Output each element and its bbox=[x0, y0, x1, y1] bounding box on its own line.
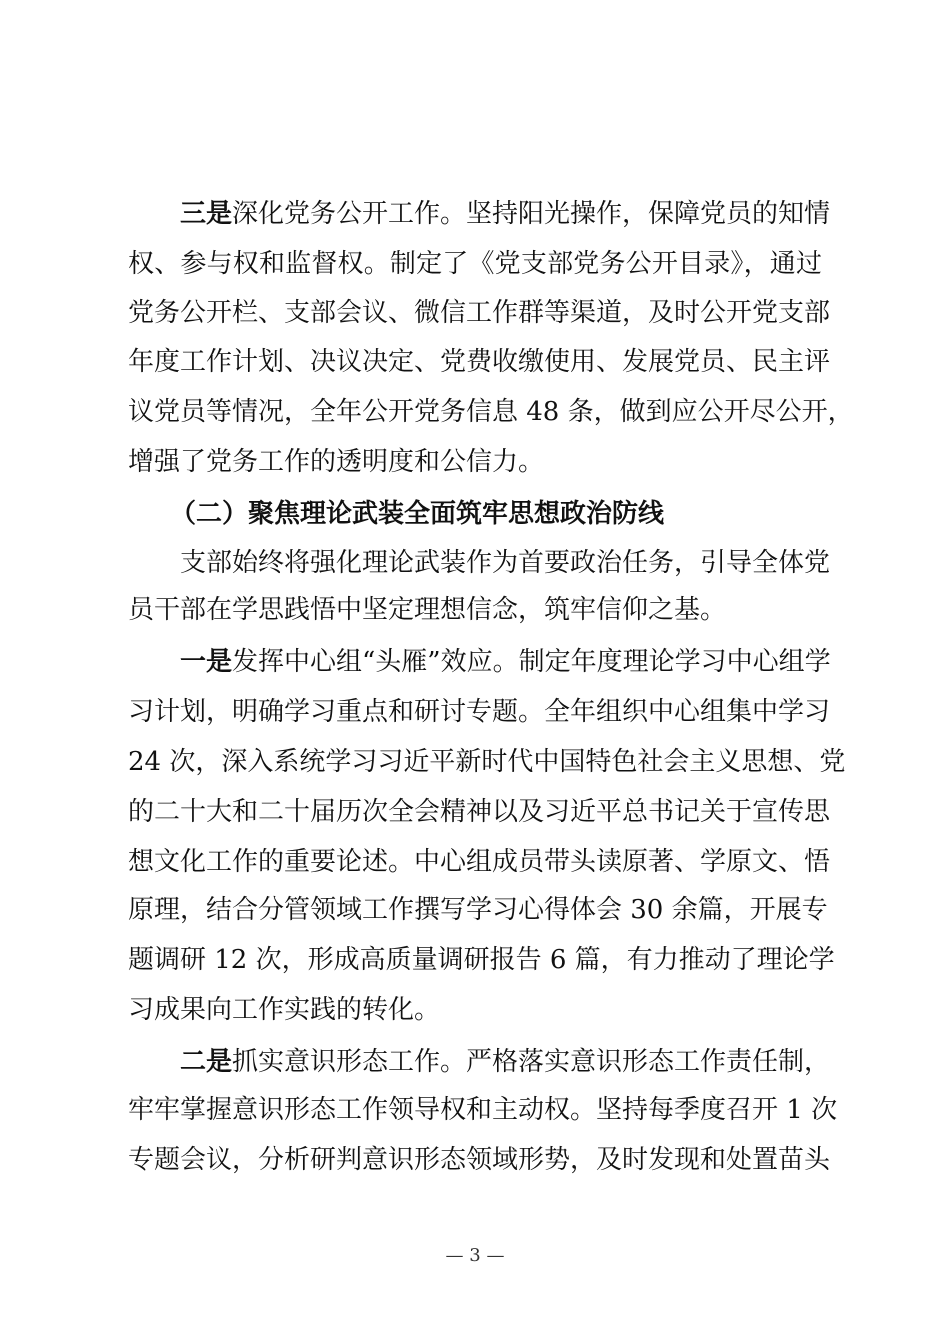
text-line: 党务公开栏、支部会议、微信工作群等渠道，及时公开党支部 bbox=[128, 298, 831, 328]
text-line: 牢牢掌握意识形态工作领导权和主动权。坚持每季度召开 1 次 bbox=[128, 1095, 838, 1125]
text-line: 习成果向工作实践的转化。 bbox=[128, 995, 441, 1025]
text-line: 题调研 12 次，形成高质量调研报告 6 篇，有力推动了理论学 bbox=[128, 945, 835, 975]
text-line: 议党员等情况，全年公开党务信息 48 条，做到应公开尽公开， bbox=[128, 397, 854, 427]
lead-label: 二是 bbox=[180, 1047, 233, 1077]
text-line: 年度工作计划、决议决定、党费收缴使用、发展党员、民主评 bbox=[128, 347, 831, 377]
text-line: 增强了党务工作的透明度和公信力。 bbox=[128, 447, 545, 477]
text-line: 一是发挥中心组“头雁”效应。制定年度理论学习中心组学 bbox=[180, 647, 831, 677]
text-line: 24 次，深入系统学习习近平新时代中国特色社会主义思想、党 bbox=[128, 747, 846, 777]
text-line: 三是深化党务公开工作。坚持阳光操作，保障党员的知情 bbox=[180, 199, 831, 229]
text-line: 习计划，明确学习重点和研讨专题。全年组织中心组集中学习 bbox=[128, 697, 831, 727]
text-line: 二是抓实意识形态工作。严格落实意识形态工作责任制， bbox=[180, 1047, 831, 1077]
text-line: 员干部在学思践悟中坚定理想信念，筑牢信仰之基。 bbox=[128, 595, 727, 625]
text-line: 权、参与权和监督权。制定了《党支部党务公开目录》，通过 bbox=[128, 249, 822, 279]
text-line: 原理，结合分管领域工作撰写学习心得体会 30 余篇，开展专 bbox=[128, 895, 828, 925]
text-line: 想文化工作的重要论述。中心组成员带头读原著、学原文、悟 bbox=[128, 847, 831, 877]
page-number: — 3 — bbox=[445, 1245, 505, 1266]
text-line: 的二十大和二十届历次全会精神以及习近平总书记关于宣传思 bbox=[128, 797, 831, 827]
lead-label: 一是 bbox=[180, 647, 233, 677]
section-heading: （二）聚焦理论武装全面筑牢思想政治防线 bbox=[170, 499, 665, 529]
text-line: 支部始终将强化理论武装作为首要政治任务，引导全体党 bbox=[180, 548, 831, 578]
lead-label: 三是 bbox=[180, 199, 233, 229]
text-line: 专题会议，分析研判意识形态领域形势，及时发现和处置苗头 bbox=[128, 1145, 831, 1175]
